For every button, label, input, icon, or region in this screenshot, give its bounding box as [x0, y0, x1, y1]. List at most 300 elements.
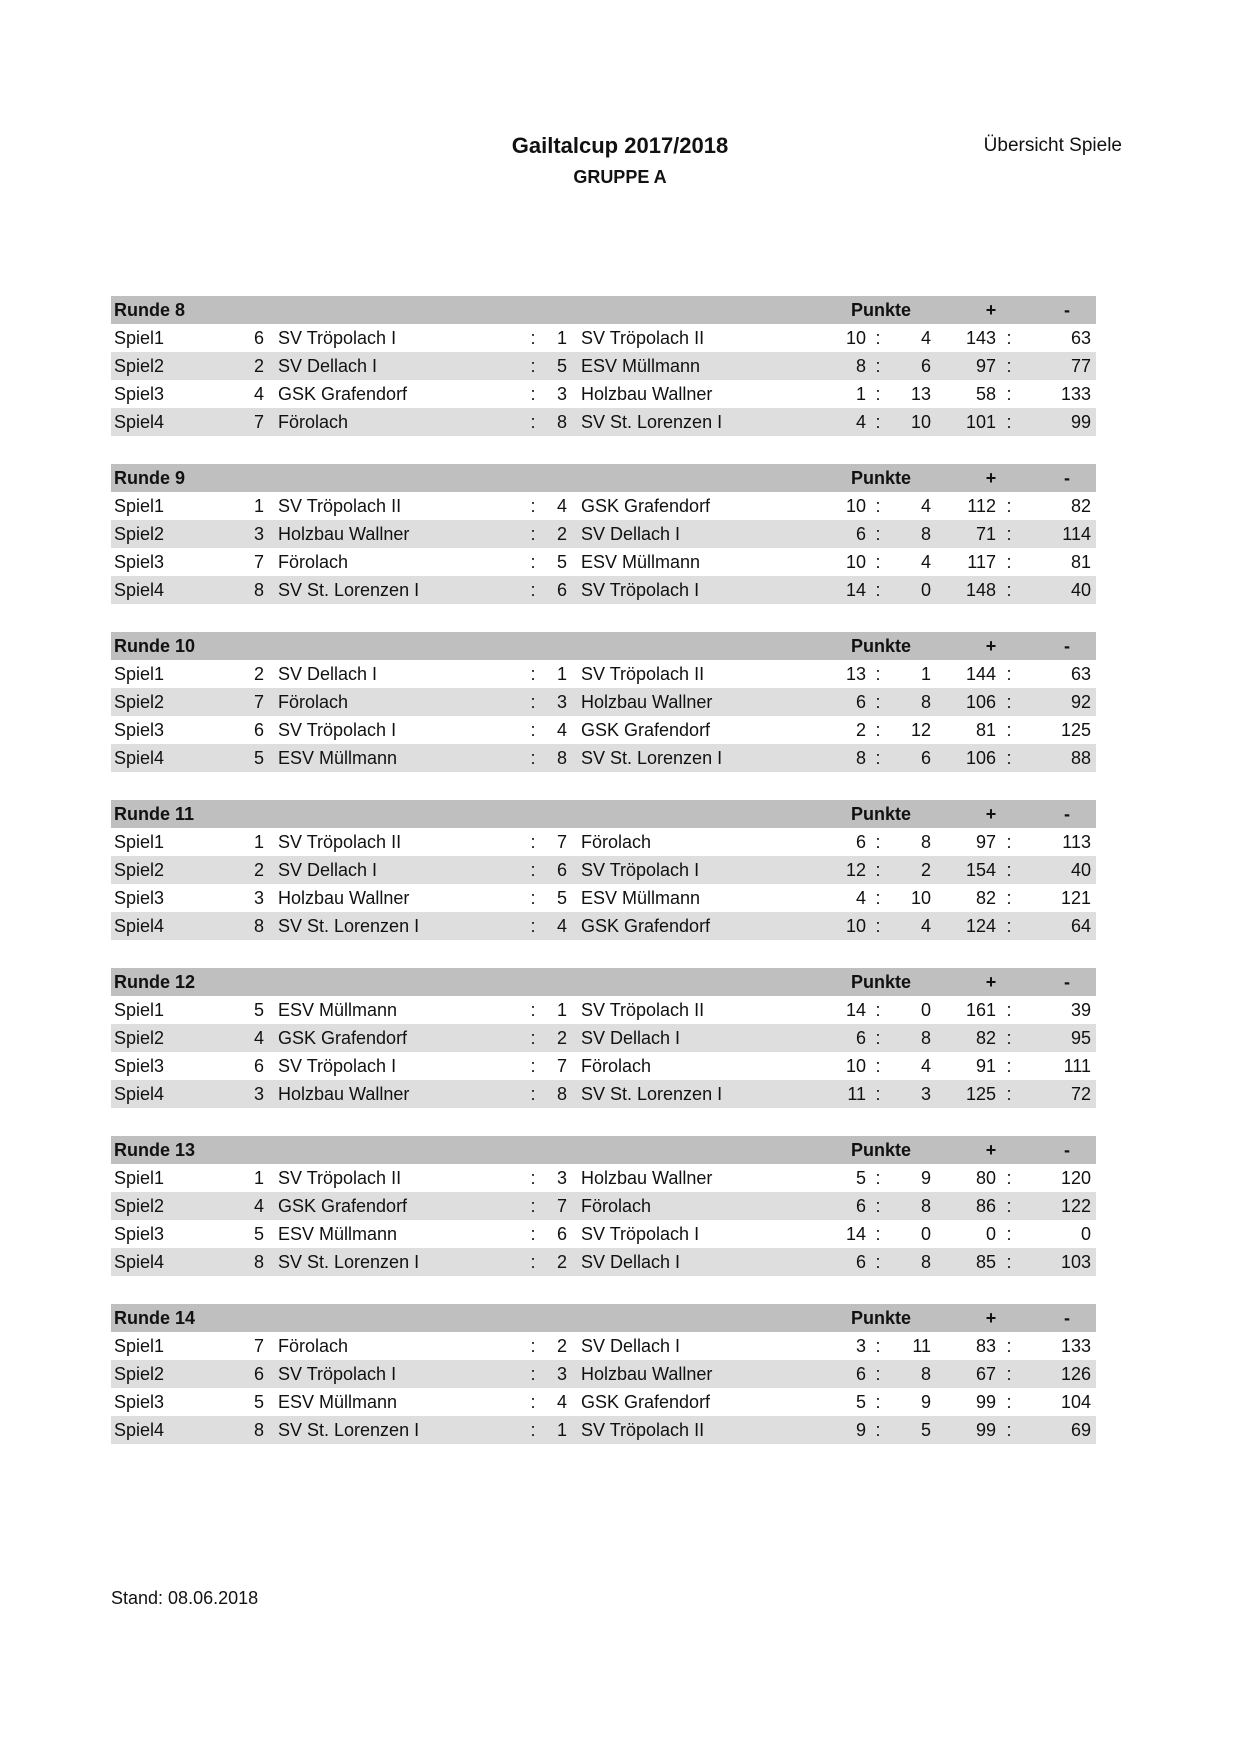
points-separator: : [875, 888, 881, 908]
pins-separator: : [1006, 328, 1012, 348]
away-points: 0 [920, 1224, 931, 1244]
game-label: Spiel4 [114, 1420, 165, 1440]
versus-separator: : [530, 1000, 536, 1020]
home-team-name: SV St. Lorenzen I [278, 1252, 420, 1272]
home-team-number: 3 [253, 888, 264, 908]
away-team-number: 1 [556, 328, 567, 348]
away-points: 3 [920, 1084, 931, 1104]
pins-separator: : [1006, 524, 1012, 544]
round-header-row [111, 1136, 1096, 1164]
round-title: Runde 8 [114, 300, 186, 320]
away-points: 12 [910, 720, 931, 740]
pins-for: 99 [975, 1420, 996, 1440]
versus-separator: : [530, 664, 536, 684]
group-subtitle: GRUPPE A [573, 167, 667, 187]
away-team-number: 7 [556, 832, 567, 852]
round-title: Runde 12 [114, 972, 196, 992]
game-row [111, 884, 1096, 912]
pins-for: 125 [965, 1084, 996, 1104]
home-points: 9 [855, 1420, 866, 1440]
pins-for: 148 [965, 580, 996, 600]
away-team-name: SV Tröpolach I [581, 580, 700, 600]
points-separator: : [875, 720, 881, 740]
versus-separator: : [530, 496, 536, 516]
pins-against: 120 [1060, 1168, 1091, 1188]
pins-for: 144 [965, 664, 996, 684]
home-points: 10 [845, 1056, 866, 1076]
game-row [111, 828, 1096, 856]
pins-against: 104 [1060, 1392, 1091, 1412]
pins-for: 97 [975, 832, 996, 852]
home-points: 6 [855, 524, 866, 544]
home-team-number: 6 [253, 1364, 264, 1384]
points-separator: : [875, 1364, 881, 1384]
away-team-name: Förolach [581, 832, 652, 852]
home-points: 6 [855, 1196, 866, 1216]
game-label: Spiel4 [114, 580, 165, 600]
home-team-name: Förolach [278, 552, 349, 572]
home-team-number: 6 [253, 328, 264, 348]
away-team-number: 2 [556, 1028, 567, 1048]
plus-header: + [985, 636, 997, 656]
away-team-name: SV St. Lorenzen I [581, 748, 723, 768]
pins-against: 63 [1070, 664, 1091, 684]
pins-separator: : [1006, 356, 1012, 376]
round-title: Runde 13 [114, 1140, 196, 1160]
plus-header: + [985, 804, 997, 824]
pins-separator: : [1006, 832, 1012, 852]
game-label: Spiel3 [114, 888, 165, 908]
game-label: Spiel3 [114, 1224, 165, 1244]
home-team-name: SV Dellach I [278, 356, 378, 376]
pins-against: 0 [1080, 1224, 1091, 1244]
points-separator: : [875, 1420, 881, 1440]
pins-separator: : [1006, 1364, 1012, 1384]
away-points: 10 [910, 888, 931, 908]
home-points: 14 [845, 1224, 866, 1244]
pins-separator: : [1006, 720, 1012, 740]
game-label: Spiel3 [114, 1392, 165, 1412]
points-separator: : [875, 356, 881, 376]
home-team-name: SV St. Lorenzen I [278, 580, 420, 600]
away-team-name: Holzbau Wallner [581, 1168, 713, 1188]
away-points: 11 [912, 1336, 931, 1356]
pins-separator: : [1006, 552, 1012, 572]
plus-header: + [985, 972, 997, 992]
game-label: Spiel1 [114, 328, 165, 348]
pins-for: 71 [975, 524, 996, 544]
away-team-number: 8 [556, 1084, 567, 1104]
game-label: Spiel4 [114, 1252, 165, 1272]
away-points: 8 [920, 1364, 931, 1384]
pins-against: 113 [1062, 832, 1091, 852]
pins-separator: : [1006, 1056, 1012, 1076]
away-team-name: SV St. Lorenzen I [581, 1084, 723, 1104]
home-points: 14 [845, 1000, 866, 1020]
game-label: Spiel3 [114, 720, 165, 740]
home-points: 6 [855, 832, 866, 852]
home-points: 1 [855, 384, 866, 404]
pins-for: 80 [975, 1168, 996, 1188]
points-separator: : [875, 524, 881, 544]
home-team-number: 8 [253, 916, 264, 936]
home-team-number: 7 [253, 692, 264, 712]
versus-separator: : [530, 1420, 536, 1440]
pins-against: 95 [1070, 1028, 1091, 1048]
home-team-name: ESV Müllmann [278, 1000, 398, 1020]
game-row [111, 856, 1096, 884]
pins-separator: : [1006, 580, 1012, 600]
versus-separator: : [530, 328, 536, 348]
points-separator: : [875, 1084, 881, 1104]
pins-separator: : [1006, 1000, 1012, 1020]
away-team-name: SV Dellach I [581, 1252, 681, 1272]
pins-for: 83 [975, 1336, 996, 1356]
home-points: 3 [855, 1336, 866, 1356]
away-points: 0 [920, 1000, 931, 1020]
round-title: Runde 11 [114, 804, 195, 824]
home-team-name: Förolach [278, 692, 349, 712]
away-points: 4 [920, 916, 931, 936]
game-row [111, 1192, 1096, 1220]
away-team-number: 1 [556, 664, 567, 684]
pins-against: 77 [1070, 356, 1091, 376]
pins-separator: : [1006, 1420, 1012, 1440]
points-separator: : [875, 832, 881, 852]
game-label: Spiel1 [114, 496, 165, 516]
points-header: Punkte [851, 1140, 912, 1160]
overview-label: Übersicht Spiele [983, 135, 1122, 156]
home-points: 5 [855, 1392, 866, 1412]
away-team-number: 2 [556, 1336, 567, 1356]
away-team-name: Förolach [581, 1056, 652, 1076]
points-separator: : [875, 1252, 881, 1272]
pins-for: 99 [975, 1392, 996, 1412]
versus-separator: : [530, 1336, 536, 1356]
away-team-number: 4 [556, 916, 567, 936]
game-row [111, 1220, 1096, 1248]
away-team-name: SV Dellach I [581, 1028, 681, 1048]
away-team-number: 2 [556, 524, 567, 544]
pins-for: 124 [965, 916, 996, 936]
home-team-number: 1 [253, 496, 264, 516]
minus-header: - [1064, 636, 1070, 656]
home-team-number: 2 [253, 860, 264, 880]
home-team-number: 8 [253, 1252, 264, 1272]
away-team-name: Holzbau Wallner [581, 1364, 713, 1384]
game-row [111, 912, 1096, 940]
away-team-name: GSK Grafendorf [581, 720, 711, 740]
minus-header: - [1064, 804, 1070, 824]
pins-against: 69 [1070, 1420, 1091, 1440]
points-separator: : [875, 748, 881, 768]
pins-separator: : [1006, 412, 1012, 432]
pins-separator: : [1006, 860, 1012, 880]
home-points: 4 [855, 888, 866, 908]
points-separator: : [875, 580, 881, 600]
versus-separator: : [530, 412, 536, 432]
pins-separator: : [1006, 1224, 1012, 1244]
game-row [111, 1416, 1096, 1444]
points-separator: : [875, 1000, 881, 1020]
home-team-number: 8 [253, 580, 264, 600]
away-points: 6 [920, 356, 931, 376]
away-team-name: ESV Müllmann [581, 356, 701, 376]
points-separator: : [875, 412, 881, 432]
away-team-name: Holzbau Wallner [581, 692, 713, 712]
points-separator: : [875, 1336, 881, 1356]
game-row [111, 1080, 1096, 1108]
away-points: 8 [920, 692, 931, 712]
minus-header: - [1064, 468, 1070, 488]
pins-against: 88 [1070, 748, 1091, 768]
plus-header: + [985, 300, 997, 320]
points-separator: : [875, 384, 881, 404]
game-row [111, 1388, 1096, 1416]
minus-header: - [1064, 1140, 1070, 1160]
pins-separator: : [1006, 916, 1012, 936]
round-table [111, 1136, 1096, 1276]
game-row [111, 688, 1096, 716]
pins-for: 154 [965, 860, 996, 880]
points-separator: : [875, 328, 881, 348]
game-row [111, 744, 1096, 772]
pins-separator: : [1006, 748, 1012, 768]
away-team-name: SV St. Lorenzen I [581, 412, 723, 432]
pins-for: 82 [975, 888, 996, 908]
pins-for: 106 [965, 748, 996, 768]
pins-separator: : [1006, 1028, 1012, 1048]
home-points: 11 [847, 1084, 866, 1104]
game-label: Spiel2 [114, 692, 165, 712]
versus-separator: : [530, 1392, 536, 1412]
home-team-number: 5 [253, 1000, 264, 1020]
game-row [111, 576, 1096, 604]
away-points: 1 [920, 664, 931, 684]
home-team-number: 5 [253, 1392, 264, 1412]
round-table [111, 296, 1096, 436]
round-header-row [111, 464, 1096, 492]
game-label: Spiel1 [114, 1000, 165, 1020]
pins-for: 117 [967, 552, 996, 572]
pins-for: 101 [965, 412, 996, 432]
home-team-name: SV Dellach I [278, 664, 378, 684]
points-separator: : [875, 496, 881, 516]
pins-against: 39 [1070, 1000, 1091, 1020]
game-row [111, 1164, 1096, 1192]
minus-header: - [1064, 972, 1070, 992]
pins-for: 67 [975, 1364, 996, 1384]
game-row [111, 1024, 1096, 1052]
away-points: 9 [920, 1392, 931, 1412]
versus-separator: : [530, 1224, 536, 1244]
game-label: Spiel3 [114, 384, 165, 404]
home-team-name: Holzbau Wallner [278, 524, 410, 544]
home-team-name: Förolach [278, 412, 349, 432]
game-label: Spiel1 [114, 664, 165, 684]
away-team-name: SV Tröpolach II [581, 328, 705, 348]
versus-separator: : [530, 1168, 536, 1188]
home-team-number: 6 [253, 720, 264, 740]
pins-against: 121 [1060, 888, 1091, 908]
round-header-row [111, 1304, 1096, 1332]
pins-for: 0 [985, 1224, 996, 1244]
pins-against: 81 [1070, 552, 1091, 572]
home-team-number: 2 [253, 664, 264, 684]
game-label: Spiel4 [114, 1084, 165, 1104]
points-separator: : [875, 552, 881, 572]
away-team-number: 6 [556, 860, 567, 880]
stand-date: Stand: 08.06.2018 [111, 1588, 259, 1608]
home-points: 6 [855, 1252, 866, 1272]
pins-for: 112 [967, 496, 996, 516]
home-team-number: 4 [253, 1028, 264, 1048]
game-label: Spiel2 [114, 1364, 165, 1384]
away-team-number: 1 [556, 1000, 567, 1020]
away-team-name: ESV Müllmann [581, 888, 701, 908]
home-team-number: 5 [253, 748, 264, 768]
versus-separator: : [530, 692, 536, 712]
pins-separator: : [1006, 1168, 1012, 1188]
away-team-name: GSK Grafendorf [581, 916, 711, 936]
away-team-name: SV Tröpolach II [581, 664, 705, 684]
home-points: 14 [845, 580, 866, 600]
away-team-number: 6 [556, 580, 567, 600]
away-team-number: 3 [556, 1168, 567, 1188]
away-team-number: 3 [556, 384, 567, 404]
round-title: Runde 9 [114, 468, 186, 488]
pins-against: 40 [1070, 860, 1091, 880]
points-header: Punkte [851, 1308, 912, 1328]
plus-header: + [985, 468, 997, 488]
away-team-name: SV Tröpolach I [581, 860, 700, 880]
round-table [111, 1304, 1096, 1444]
away-points: 10 [910, 412, 931, 432]
home-team-name: GSK Grafendorf [278, 1028, 408, 1048]
game-row [111, 548, 1096, 576]
home-points: 2 [855, 720, 866, 740]
game-label: Spiel1 [114, 1168, 165, 1188]
home-team-name: GSK Grafendorf [278, 1196, 408, 1216]
pins-against: 63 [1070, 328, 1091, 348]
plus-header: + [985, 1308, 997, 1328]
versus-separator: : [530, 888, 536, 908]
home-team-number: 1 [253, 832, 264, 852]
game-label: Spiel3 [114, 1056, 165, 1076]
versus-separator: : [530, 524, 536, 544]
game-label: Spiel4 [114, 412, 165, 432]
round-header-row [111, 632, 1096, 660]
versus-separator: : [530, 860, 536, 880]
minus-header: - [1064, 300, 1070, 320]
versus-separator: : [530, 916, 536, 936]
versus-separator: : [530, 1056, 536, 1076]
away-team-name: SV Dellach I [581, 524, 681, 544]
game-label: Spiel1 [114, 832, 165, 852]
away-team-number: 6 [556, 1224, 567, 1244]
home-points: 6 [855, 1364, 866, 1384]
away-team-name: GSK Grafendorf [581, 1392, 711, 1412]
game-label: Spiel2 [114, 1196, 165, 1216]
home-team-name: SV Tröpolach II [278, 496, 402, 516]
pins-against: 82 [1070, 496, 1091, 516]
points-separator: : [875, 1028, 881, 1048]
pins-separator: : [1006, 1252, 1012, 1272]
game-label: Spiel2 [114, 1028, 165, 1048]
pins-against: 64 [1070, 916, 1091, 936]
away-points: 4 [920, 552, 931, 572]
pins-separator: : [1006, 384, 1012, 404]
home-points: 12 [845, 860, 866, 880]
home-team-name: Förolach [278, 1336, 349, 1356]
game-row [111, 492, 1096, 520]
round-title: Runde 14 [114, 1308, 196, 1328]
away-team-number: 4 [556, 496, 567, 516]
game-row [111, 352, 1096, 380]
home-team-name: SV Tröpolach I [278, 1056, 397, 1076]
game-row [111, 1360, 1096, 1388]
away-points: 4 [920, 328, 931, 348]
home-team-name: Holzbau Wallner [278, 888, 410, 908]
away-points: 4 [920, 1056, 931, 1076]
away-team-name: Förolach [581, 1196, 652, 1216]
away-team-number: 5 [556, 356, 567, 376]
pins-against: 114 [1062, 524, 1091, 544]
away-team-number: 4 [556, 720, 567, 740]
home-points: 8 [855, 356, 866, 376]
minus-header: - [1064, 1308, 1070, 1328]
home-team-name: SV Tröpolach II [278, 832, 402, 852]
away-team-name: ESV Müllmann [581, 552, 701, 572]
away-points: 8 [920, 1252, 931, 1272]
game-label: Spiel4 [114, 916, 165, 936]
pins-against: 133 [1060, 384, 1091, 404]
away-points: 4 [920, 496, 931, 516]
away-points: 8 [920, 832, 931, 852]
away-team-number: 8 [556, 412, 567, 432]
home-team-number: 4 [253, 1196, 264, 1216]
away-points: 8 [920, 524, 931, 544]
game-label: Spiel2 [114, 860, 165, 880]
away-team-number: 5 [556, 552, 567, 572]
pins-for: 106 [965, 692, 996, 712]
versus-separator: : [530, 552, 536, 572]
home-team-name: SV Tröpolach I [278, 1364, 397, 1384]
home-team-number: 2 [253, 356, 264, 376]
points-separator: : [875, 1056, 881, 1076]
pins-against: 40 [1070, 580, 1091, 600]
away-team-number: 3 [556, 692, 567, 712]
points-separator: : [875, 1196, 881, 1216]
away-points: 0 [920, 580, 931, 600]
pins-for: 161 [965, 1000, 996, 1020]
pins-separator: : [1006, 888, 1012, 908]
home-points: 10 [845, 496, 866, 516]
game-row [111, 324, 1096, 352]
home-points: 8 [855, 748, 866, 768]
points-separator: : [875, 860, 881, 880]
away-points: 13 [910, 384, 931, 404]
points-separator: : [875, 1224, 881, 1244]
round-table [111, 800, 1096, 940]
versus-separator: : [530, 384, 536, 404]
pins-for: 58 [975, 384, 996, 404]
away-team-name: Holzbau Wallner [581, 384, 713, 404]
away-team-number: 4 [556, 1392, 567, 1412]
home-team-number: 5 [253, 1224, 264, 1244]
versus-separator: : [530, 1084, 536, 1104]
pins-separator: : [1006, 1392, 1012, 1412]
